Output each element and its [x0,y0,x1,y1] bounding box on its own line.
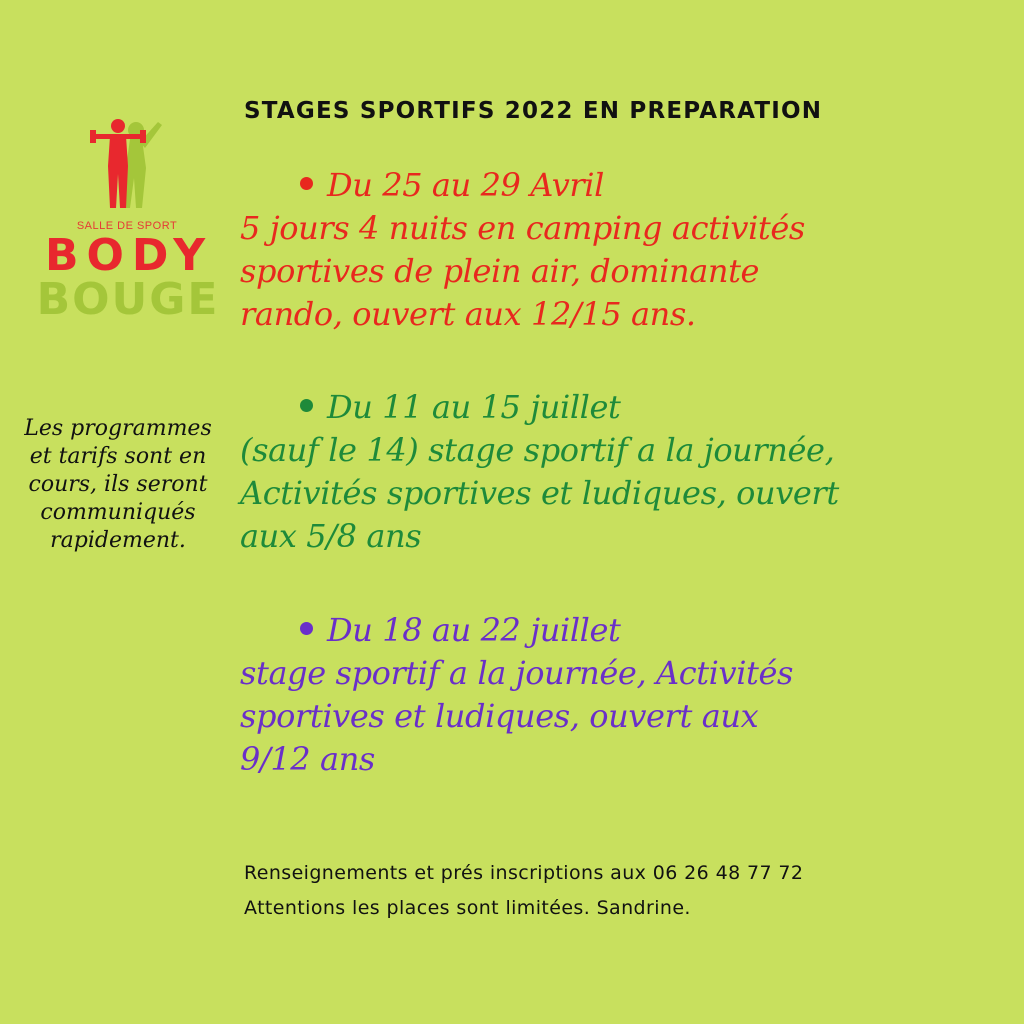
bullet-icon [300,399,313,412]
stage-line: sportives et ludiques, ouvert aux [240,697,759,735]
side-note-line: communiqués [40,500,196,525]
stage-line: stage sportif a la journée, Activités [240,654,794,692]
bullet-icon [300,622,313,635]
page-title: STAGES SPORTIFS 2022 EN PREPARATION [244,98,823,124]
stage-line: 5 jours 4 nuits en camping activités [240,209,805,247]
stage-line: Activités sportives et ludiques, ouvert [240,474,839,512]
side-note [8,415,228,555]
stage-line: 9/12 ans [240,740,375,778]
body-bouge-logo [18,108,234,330]
stage-heading [240,609,1015,652]
stage-line: rando, ouvert aux 12/15 ans. [240,295,696,333]
stage-dates: Du 11 au 15 juillet [327,388,621,426]
contact-footer [244,856,1004,926]
stage-april [240,164,1015,336]
stage-line: (sauf le 14) stage sportif a la journée, [240,431,835,469]
notice-line: Attentions les places sont limitées. Sandrine. [244,897,691,919]
side-note-line: cours, ils seront [28,472,208,497]
side-note-line: rapidement. [50,528,186,553]
bullet-icon [300,177,313,190]
stage-july-11 [240,386,1015,558]
stage-july-18 [240,609,1015,781]
stage-heading [240,386,1015,429]
stage-heading [240,164,1015,207]
logo-subtitle: SALLE DE SPORT [76,220,178,232]
stage-line: sportives de plein air, dominante [240,252,760,290]
logo-word-body: BODY [44,230,214,281]
stage-dates: Du 25 au 29 Avril [327,166,604,204]
stage-line: aux 5/8 ans [240,517,422,555]
side-note-line: Les programmes [24,416,212,441]
stage-dates: Du 18 au 22 juillet [327,611,621,649]
contact-line: Renseignements et prés inscriptions aux 06 26 48 77 72 [244,862,804,884]
side-note-line: et tarifs sont en [29,444,207,469]
logo-word-bouge: BOUGE [36,274,220,325]
